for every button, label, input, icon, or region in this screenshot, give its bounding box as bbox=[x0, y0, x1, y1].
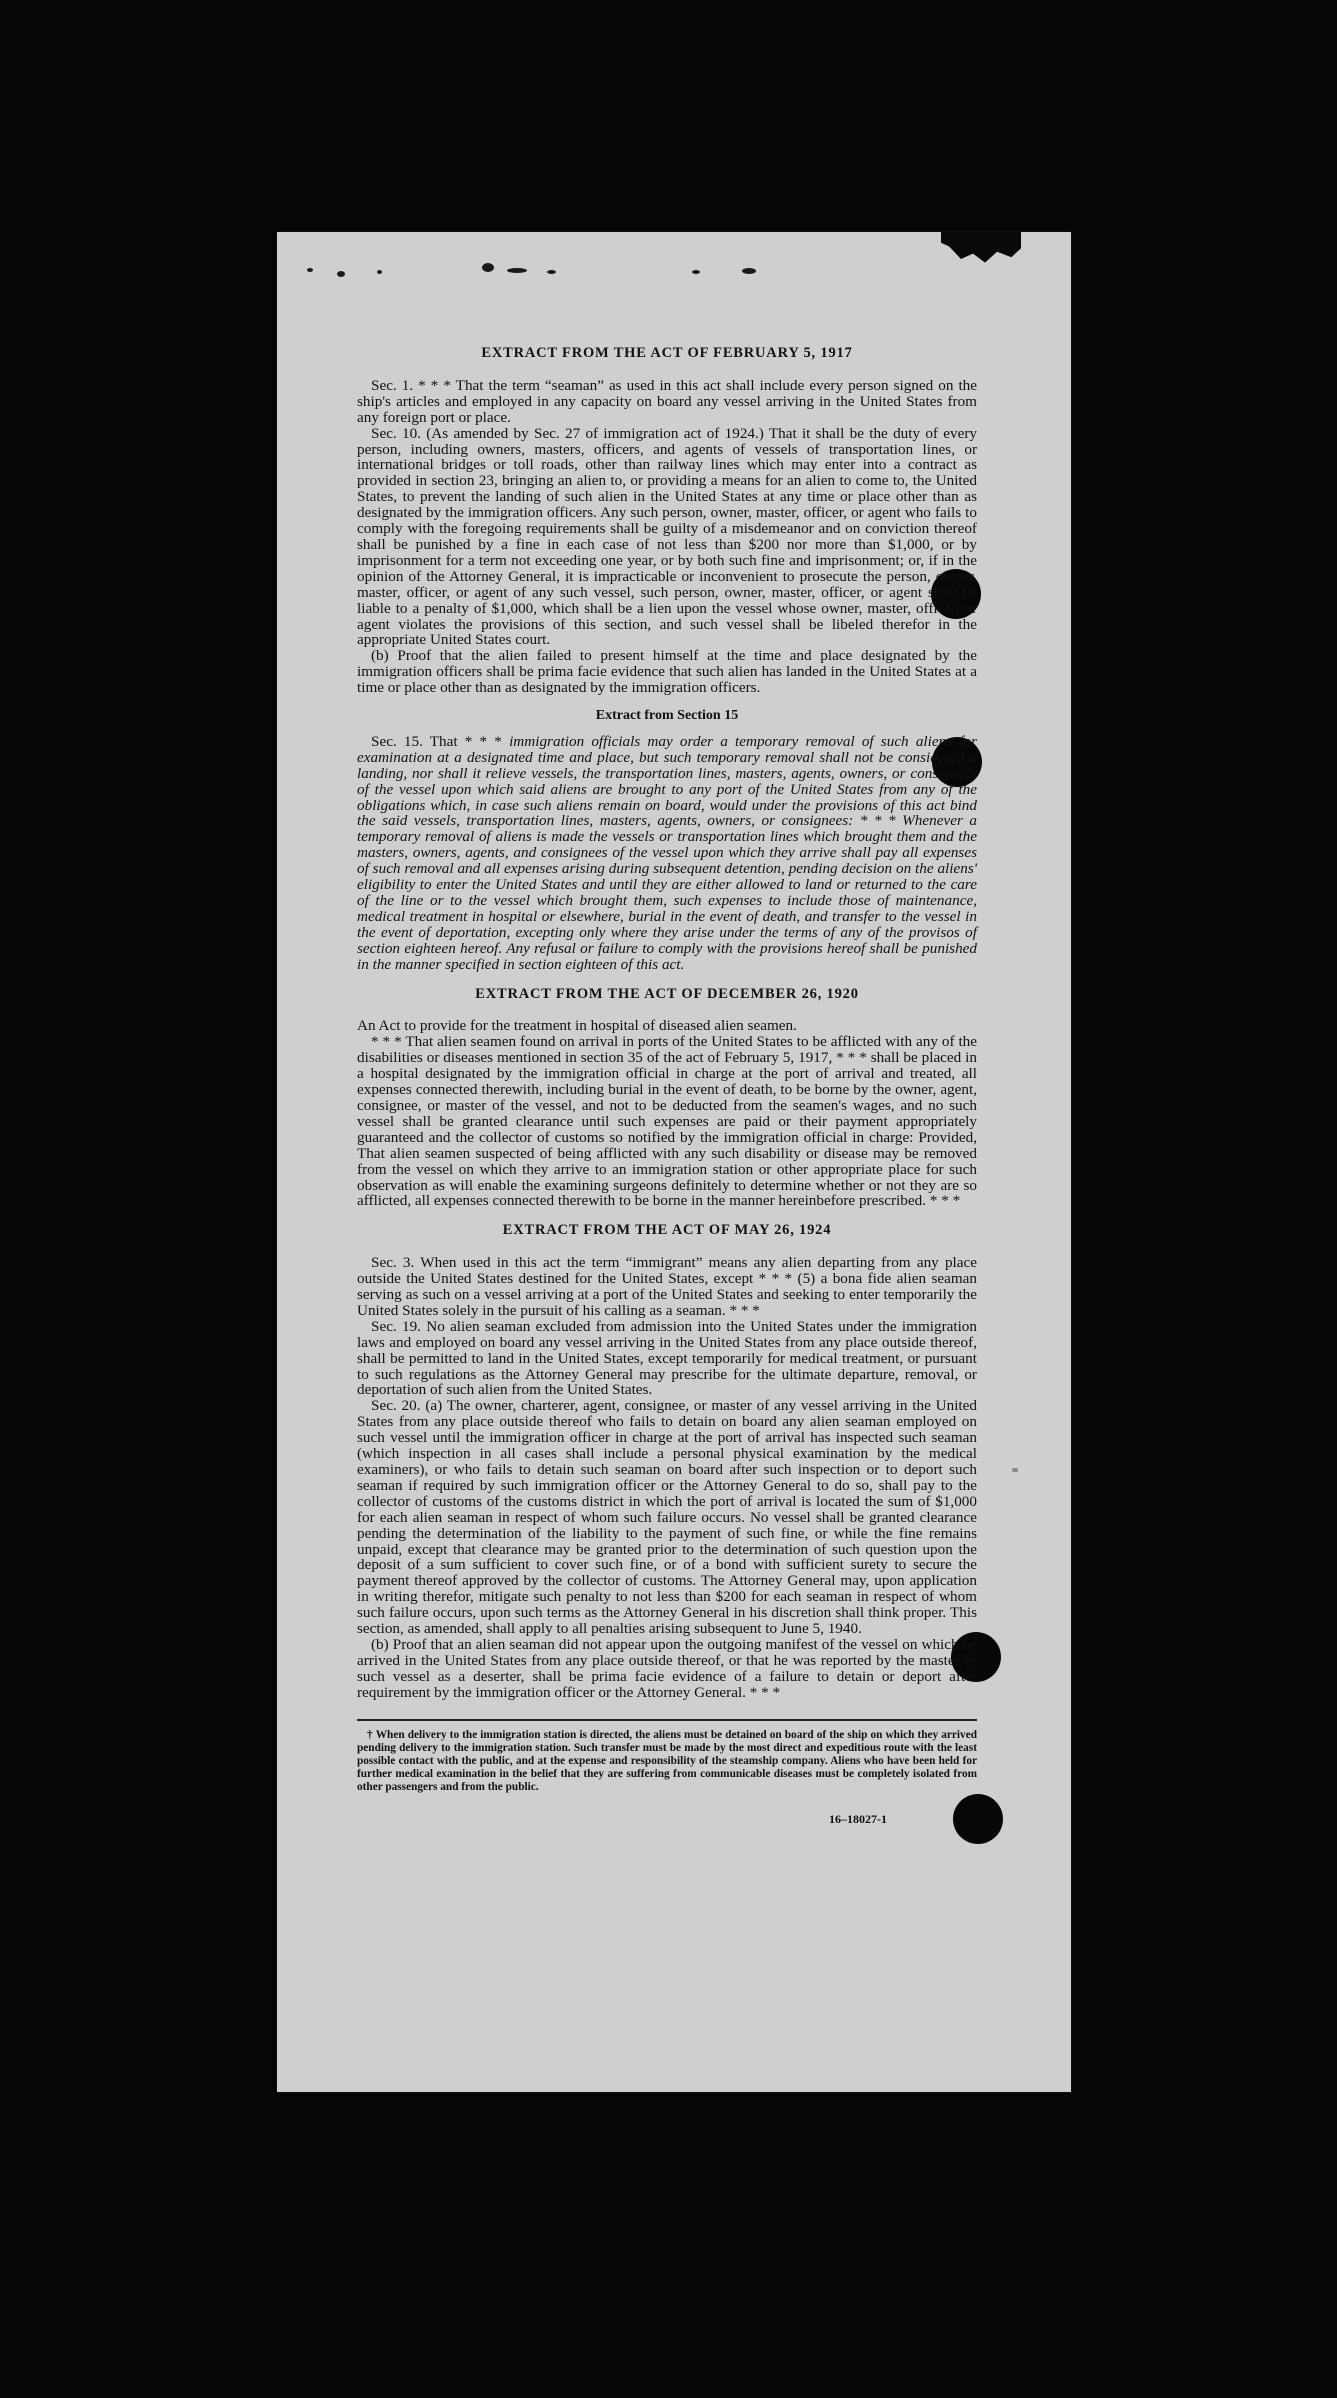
act-1924-sec19: Sec. 19. No alien seaman excluded from admission into the United States under the immigration laws and employed on board any vessel arriving in the United States from any place outside thereof, shall be permitted to land in the United States, except temporarily for medical treatment, or pursuant to such regulations as the Attorney General may prescribe for the ultimate departure, removal, or deportation of such alien from the United States. bbox=[357, 1317, 977, 1399]
section-15-paragraph bbox=[357, 734, 977, 973]
torn-corner bbox=[941, 232, 1021, 268]
act-1917-sec10b: (b) Proof that the alien failed to present himself at the time and place designated by the immigration officers shall be prima facie evidence that such alien has landed in the United States at a time or place other than as designated by the immigration officers. bbox=[357, 647, 977, 697]
form-number: 16–18027-1 bbox=[829, 1811, 887, 1826]
document-page bbox=[277, 232, 1071, 2092]
heading-act-1920: EXTRACT FROM THE ACT OF DECEMBER 26, 1920 bbox=[475, 985, 859, 1002]
speck bbox=[742, 268, 756, 274]
footnote-divider bbox=[357, 1719, 977, 1721]
act-1920-body: * * * That alien seamen found on arrival in ports of the United States to be afflicted with any of the disabilities or diseases mentioned in section 35 of the act of February 5, 1917, * * * shall be placed in a hospital designated by the immigration official in charge at the port of arrival and treated, all expenses connected therewith, including burial in the event of death, to be borne by the owner, agent, consignee, or master of the vessel, and not to be deducted from the seamen's wages, and no such vessel shall be granted clearance until such expenses are paid or their payment appropriately guaranteed and the collector of customs so notified by the immigration official in charge: Provided, That alien seamen suspected of being afflicted with any such disability or disease may be removed from the vessel on which they arrive to an immigration station or other appropriate place for such observation as will enable the examining surgeons definitely to determine whether or not they are so afflicted, all expenses connected therewith to be borne in the manner hereinbefore prescribed. * * * bbox=[357, 1033, 977, 1210]
section-15-body: immigration officials may order a temporary removal of such aliens for examination at a designated time and place, but such temporary removal shall not be considered a landing, nor shall it relieve vessels, the transportation lines, masters, agents, owners, or consignees of the vessel upon which said aliens are brought to any port of the United States from any of the obligations which, in case such aliens remain on board, would under the provisions of this act bind the said vessels, transportation lines, masters, agents, owners, or consignees: * * * Whenever a temporary removal of aliens is made the vessels or transportation lines which brought them and the masters, owners, agents, and consignees of the vessel upon which they arrive shall pay all expenses of such removal and all expenses arising during subsequent detention, pending decision on the aliens' eligibility to enter the United States and until they are either allowed to land or returned to the care of the line or to the vessel which brought them, such expenses to include those of maintenance, medical treatment in hospital or elsewhere, burial in the event of death, and transfer to the vessel in the event of deportation, excepting only where they arise under the terms of any of the provisos of section eighteen hereof. Any refusal or failure to comply with the provisions hereof shall be punished in the manner specified in section eighteen of this act. bbox=[357, 732, 977, 973]
footnote: † When delivery to the immigration station is directed, the aliens must be detained on board of the ship on which they arrived pending delivery to the immigration station. Such transfer must be made by the most direct and expeditious route with the least possible contact with the public, and at the expense and responsibility of the steamship company. Aliens who have been held for further medical examination in the belief that they are suffering from communicable diseases must be completely isolated from other passengers and from the public. bbox=[357, 1728, 977, 1793]
heading-act-1917: EXTRACT FROM THE ACT OF FEBRUARY 5, 1917 bbox=[481, 345, 853, 361]
act-1924-sec20a: Sec. 20. (a) The owner, charterer, agent, consignee, or master of any vessel arriving in the United States from any place outside thereof who fails to detain on board any alien seaman employed on such vessel until the immigration officer in charge at the port of arrival has inspected such seaman (which inspection in all cases shall include a personal physical examination by the medical examiners), or who fails to detain such seaman on board after such inspection or to deport such seaman if required by such immigration officer or the Attorney General to do so, shall pay to the collector of customs of the customs district in which the port of arrival is located the sum of $1,000 for each alien seaman in respect of whom such failure occurs. No vessel shall be granted clearance pending the determination of the liability to the payment of such fine, or while the fine remains unpaid, except that clearance may be granted prior to the determination of such question upon the deposit of a sum sufficient to cover such fine, or of a bond with sufficient surety to secure the payment thereof approved by the collector of customs. The Attorney General may, upon application in writing therefor, mitigate such penalty to not less than $200 for each seaman in respect of whom such failure occurs, upon such terms as the Attorney General in his discretion shall think proper. This section, as amended, shall apply to all penalties arising subsequent to June 5, 1940. bbox=[357, 1397, 977, 1638]
document-text bbox=[357, 332, 977, 1828]
heading-section-15: Extract from Section 15 bbox=[595, 708, 739, 724]
speck bbox=[307, 268, 313, 272]
heading-act-1924: EXTRACT FROM THE ACT OF MAY 26, 1924 bbox=[502, 1222, 832, 1239]
speck bbox=[507, 268, 527, 273]
speck bbox=[377, 270, 382, 274]
act-1920-title: An Act to provide for the treatment in hospital of diseased alien seamen. bbox=[357, 1017, 797, 1035]
speck bbox=[337, 271, 345, 277]
section-15-lead: Sec. 15. That * * * bbox=[371, 732, 510, 750]
speck bbox=[692, 270, 700, 274]
speck bbox=[482, 263, 494, 272]
act-1917-sec1: Sec. 1. * * * That the term “seaman” as used in this act shall include every person signed on the ship's articles and employed in any capacity on board any vessel arriving in the United States from any foreign port or place. bbox=[357, 376, 977, 426]
act-1924-sec3: Sec. 3. When used in this act the term “immigrant” means any alien departing from any place outside the United States destined for the United States, except * * * (5) a bona fide alien seaman serving as such on a vessel arriving at a port of the United States and seeking to enter temporarily the United States solely in the pursuit of his calling as a seaman. * * * bbox=[357, 1254, 977, 1319]
act-1917-sec10: Sec. 10. (As amended by Sec. 27 of immigration act of 1924.) That it shall be the duty of every person, including owners, masters, officers, and agents of vessels of transportation lines, or international bridges or toll roads, other than railway lines which may enter into a contract as provided in section 23, bringing an alien to, or providing a means for an alien to come to, the United States, to prevent the landing of such alien in the United States at any time or place other than as designated by the immigration officers. Any such person, owner, master, officer, or agent who fails to comply with the foregoing requirements shall be guilty of a misdemeanor and on conviction thereof shall be punished by a fine in each case of not less than $200 nor more than $1,000, or by imprisonment for a term not exceeding one year, or by both such fine and imprisonment; or, if in the opinion of the Attorney General, it is impracticable or inconvenient to prosecute the person, owner, master, officer, or agent of any such vessel, such person, owner, master, officer, or agent shall be liable to a penalty of $1,000, which shall be a lien upon the vessel whose owner, master, officer, or agent violates the provisions of this section, and such vessel shall be libeled therefor in the appropriate United States court. bbox=[357, 424, 977, 649]
speck bbox=[547, 270, 556, 274]
act-1924-sec20b: (b) Proof that an alien seaman did not appear upon the outgoing manifest of the vessel on which he arrived in the United States from any place outside thereof, or that he was reported by the master of such vessel as a deserter, shall be prima facie evidence of a failure to detain or deport after requirement by the immigration officer or the Attorney General. * * * bbox=[357, 1635, 977, 1701]
speck bbox=[1012, 1468, 1018, 1472]
